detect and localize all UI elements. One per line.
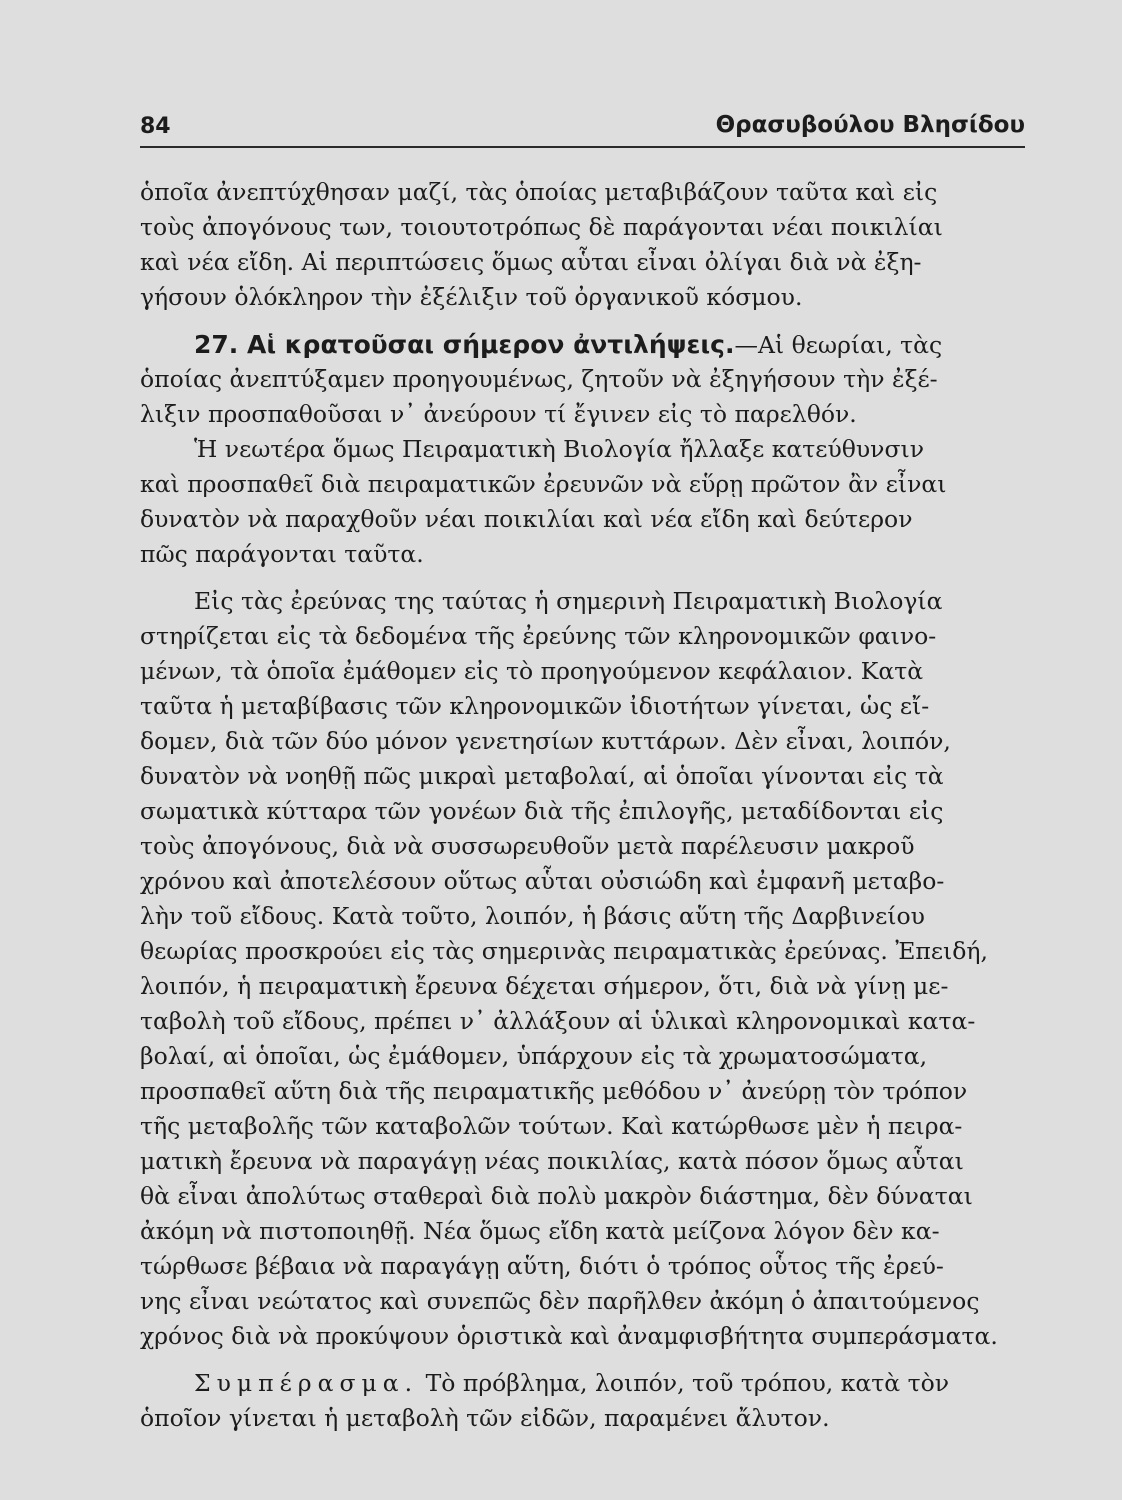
section-27 <box>140 327 1025 432</box>
text-line: τώρθωσε βέβαια νὰ παραγάγῃ αὕτη, διότι ὁ τρόπος οὗτος τῆς ἐρεύ- <box>140 1252 944 1280</box>
conclusion-paragraph <box>140 1366 1025 1436</box>
text-line: λὴν τοῦ εἴδους. Κατὰ τοῦτο, λοιπόν, ἡ βάσις αὕτη τῆς Δαρβινείου <box>140 902 925 930</box>
paragraph-3 <box>140 584 1025 1354</box>
spacer <box>140 572 1025 584</box>
text-line: μένων, τὰ ὁποῖα ἐμάθομεν εἰς τὸ προηγούμενον κεφάλαιον. Κατὰ <box>140 657 924 685</box>
text-line: δυνατὸν νὰ παραχθοῦν νέαι ποικιλίαι καὶ νέα εἴδη καὶ δεύτερον <box>140 505 913 533</box>
text-line: θὰ εἶναι ἀπολύτως σταθεραὶ διὰ πολὺ μακρὸν διάστημα, δὲν δύναται <box>140 1182 973 1210</box>
text-line: τῆς μεταβολῆς τῶν καταβολῶν τούτων. Καὶ κατώρθωσε μὲν ἡ πειρα- <box>140 1112 963 1140</box>
conclusion-rest: Τὸ πρόβλημα, λοιπόν, τοῦ τρόπου, κατὰ τὸν <box>418 1369 950 1397</box>
text-line: ὁποίας ἀνεπτύξαμεν προηγουμένως, ζητοῦν νὰ ἐξηγήσουν τὴν ἐξέ- <box>140 365 938 393</box>
section-heading-line <box>140 327 1025 362</box>
text-line: προσπαθεῖ αὕτη διὰ τῆς πειραματικῆς μεθόδου ν᾽ ἀνεύρῃ τὸν τρόπον <box>140 1077 968 1105</box>
text-line: τοὺς ἀπογόνους των, τοιουτοτρόπως δὲ παράγονται νέαι ποικιλίαι <box>140 213 943 241</box>
running-head: Θρασυβούλου Βλησίδου <box>715 112 1025 138</box>
text-line: θεωρίας προσκρούει εἰς τὰς σημερινὰς πειραματικὰς ἐρεύνας. Ἐπειδή, <box>140 937 988 965</box>
spacer <box>140 315 1025 327</box>
conclusion-line <box>140 1366 1025 1401</box>
text-line: ὁποῖον γίνεται ἡ μεταβολὴ τῶν εἰδῶν, παραμένει ἄλυτον. <box>140 1404 830 1432</box>
section-heading-rest: —Αἱ θεωρίαι, τὰς <box>734 331 943 359</box>
page-header <box>140 112 1025 148</box>
text-line: τοὺς ἀπογόνους, διὰ νὰ συσσωρευθοῦν μετὰ παρέλευσιν μακροῦ <box>140 832 915 860</box>
section-heading: 27. Αἱ κρατοῦσαι σήμερον ἀντιλήψεις. <box>194 330 735 359</box>
conclusion-label: Συμπέρασμα. <box>194 1369 419 1397</box>
text-line: ταῦτα ἡ μεταβίβασις τῶν κληρονομικῶν ἰδιοτήτων γίνεται, ὡς εἴ- <box>140 692 930 720</box>
text-line: ταβολὴ τοῦ εἴδους, πρέπει ν᾽ ἀλλάξουν αἱ ὑλικαὶ κληρονομικαὶ κατα- <box>140 1007 976 1035</box>
text-line: χρόνου καὶ ἀποτελέσουν οὕτως αὗται οὐσιώδη καὶ ἐμφανῆ μεταβο- <box>140 867 945 895</box>
text-line: ἀκόμη νὰ πιστοποιηθῇ. Νέα ὅμως εἴδη κατὰ μείζονα λόγον δὲν κα- <box>140 1217 940 1245</box>
text-line: καὶ προσπαθεῖ διὰ πειραματικῶν ἐρευνῶν νὰ εὕρῃ πρῶτον ἂν εἶναι <box>140 470 947 498</box>
text-line: χρόνος διὰ νὰ προκύψουν ὁριστικὰ καὶ ἀναμφισβήτητα συμπεράσματα. <box>140 1322 998 1350</box>
page-body <box>140 175 1025 1436</box>
text-line: βολαί, αἱ ὁποῖαι, ὡς ἐμάθομεν, ὑπάρχουν εἰς τὰ χρωματοσώματα, <box>140 1042 928 1070</box>
text-line: πῶς παράγονται ταῦτα. <box>140 540 424 568</box>
page-number: 84 <box>140 114 171 139</box>
text-line: Εἰς τὰς ἐρεύνας της ταύτας ἡ σημερινὴ Πειραματικὴ Βιολογία <box>194 587 943 615</box>
text-line: δυνατὸν νὰ νοηθῇ πῶς μικραὶ μεταβολαί, αἱ ὁποῖαι γίνονται εἰς τὰ <box>140 762 944 790</box>
text-line: γήσουν ὁλόκληρον τὴν ἐξέλιξιν τοῦ ὀργανικοῦ κόσμου. <box>140 283 803 311</box>
spacer <box>140 1354 1025 1366</box>
text-line: λοιπόν, ἡ πειραματικὴ ἔρευνα δέχεται σήμερον, ὅτι, διὰ νὰ γίνῃ με- <box>140 972 949 1000</box>
text-line: λιξιν προσπαθοῦσαι ν᾽ ἀνεύρουν τί ἔγινεν εἰς τὸ παρελθόν. <box>140 400 857 428</box>
text-line: στηρίζεται εἰς τὰ δεδομένα τῆς ἐρεύνης τῶν κληρονομικῶν φαινο- <box>140 622 937 650</box>
text-line: καὶ νέα εἴδη. Αἱ περιπτώσεις ὅμως αὗται εἶναι ὀλίγαι διὰ νὰ ἐξη- <box>140 248 922 276</box>
paragraph-1 <box>140 175 1025 315</box>
text-line: ὁποῖα ἀνεπτύχθησαν μαζί, τὰς ὁποίας μεταβιβάζουν ταῦτα καὶ εἰς <box>140 178 938 206</box>
text-line: ματικὴ ἔρευνα νὰ παραγάγῃ νέας ποικιλίας, κατὰ πόσον ὅμως αὗται <box>140 1147 964 1175</box>
text-line: σωματικὰ κύτταρα τῶν γονέων διὰ τῆς ἐπιλογῆς, μεταδίδονται εἰς <box>140 797 944 825</box>
text-line: δομεν, διὰ τῶν δύο μόνον γενετησίων κυττάρων. Δὲν εἶναι, λοιπόν, <box>140 727 951 755</box>
text-line: νης εἶναι νεώτατος καὶ συνεπῶς δὲν παρῆλθεν ἀκόμη ὁ ἀπαιτούμενος <box>140 1287 980 1315</box>
text-line: Ἡ νεωτέρα ὅμως Πειραματικὴ Βιολογία ἤλλαξε κατεύθυνσιν <box>194 435 924 463</box>
paragraph-2 <box>140 432 1025 572</box>
